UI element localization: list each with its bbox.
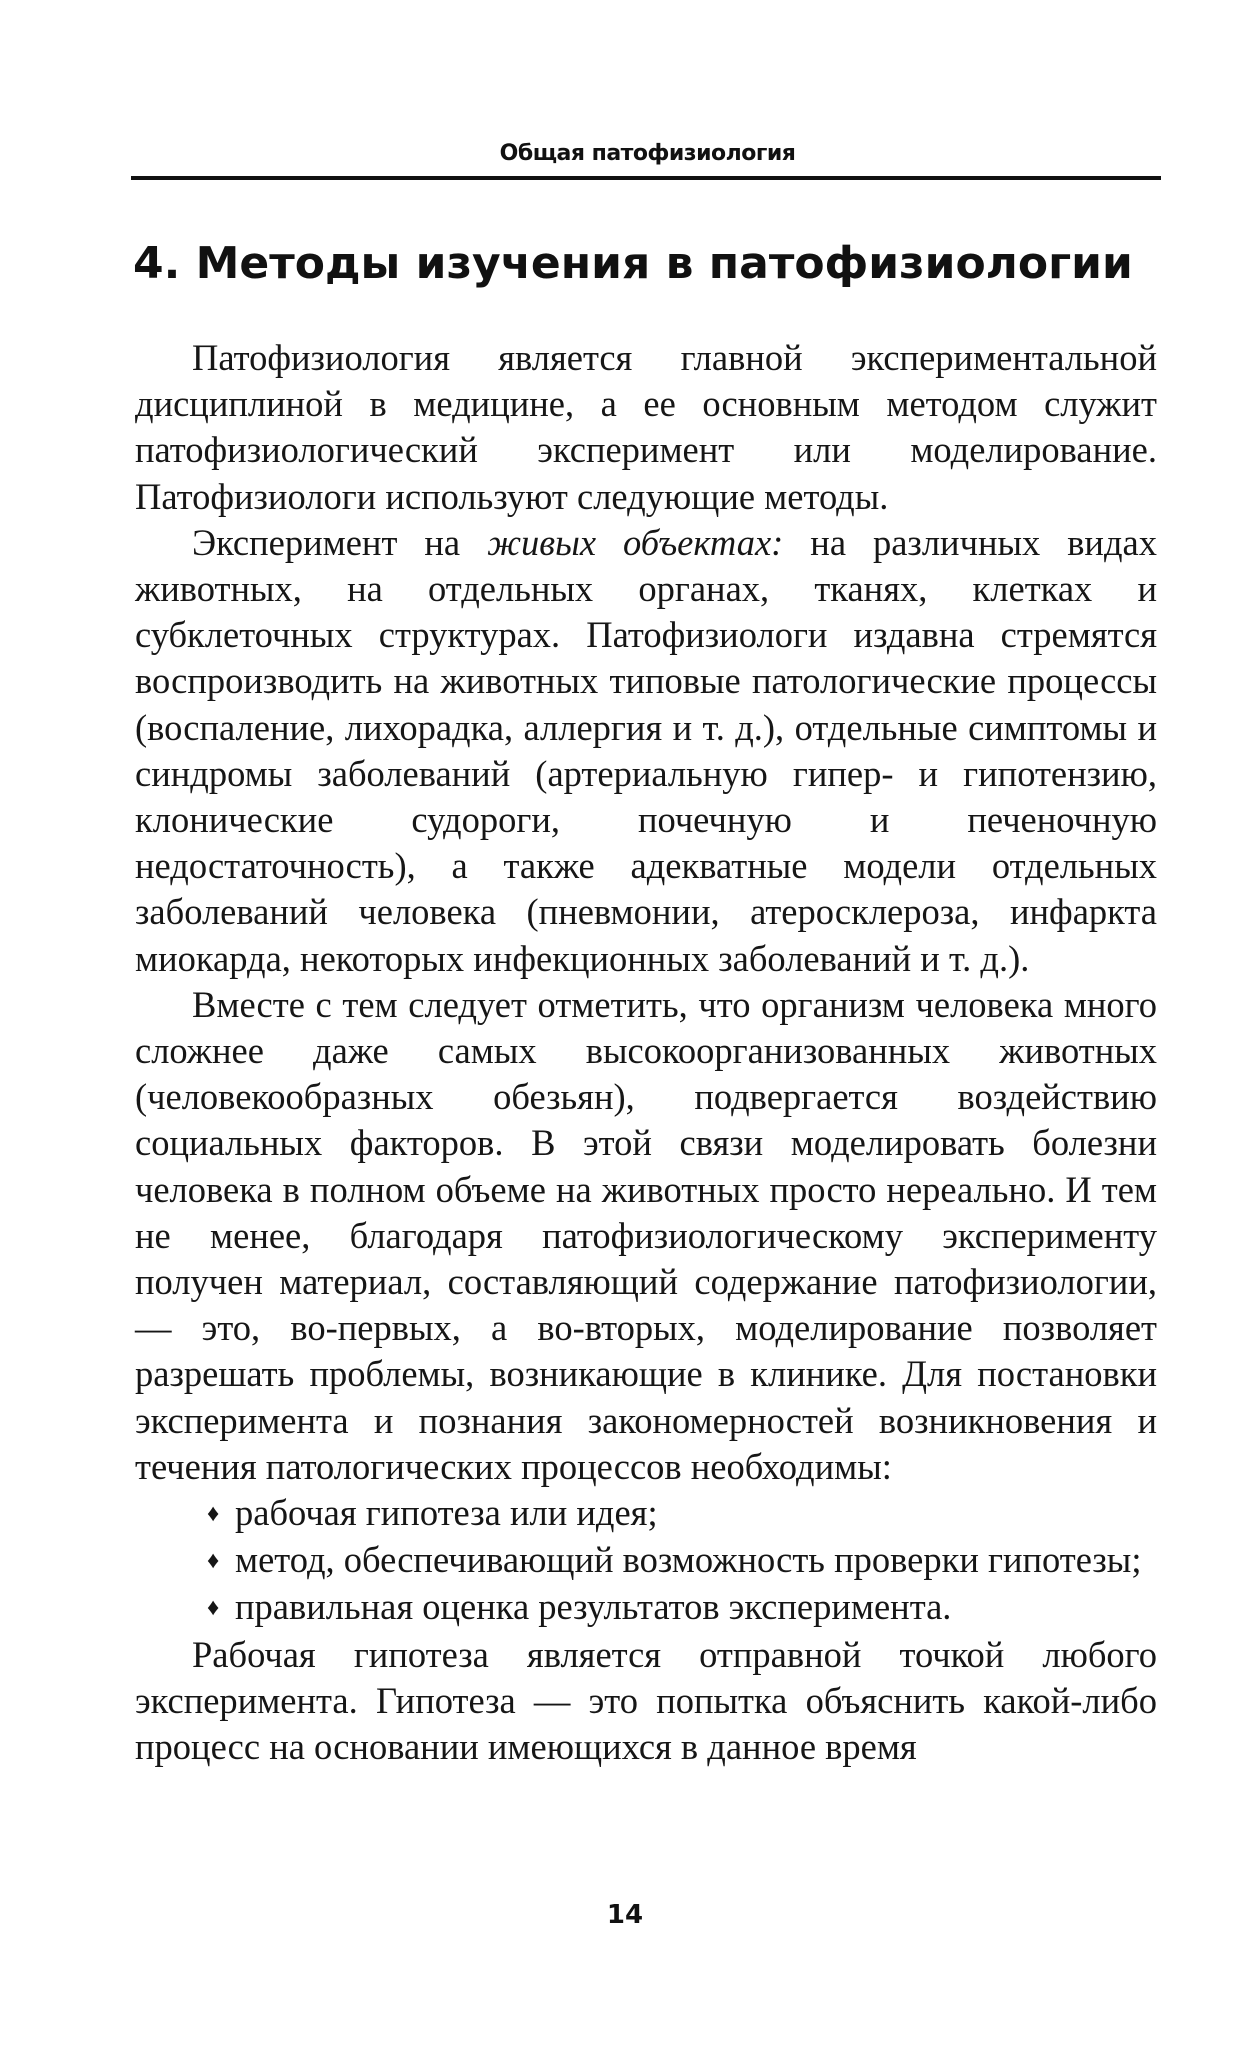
list-item-text: рабочая гипотеза или идея; <box>235 1492 658 1534</box>
list-item <box>135 1490 1157 1537</box>
requirements-list <box>135 1490 1157 1632</box>
bullet-diamond-icon: ♦ <box>207 1501 220 1528</box>
list-item <box>135 1537 1157 1584</box>
list-item <box>135 1584 1157 1631</box>
paragraph-2-start: Эксперимент на <box>192 521 488 563</box>
body-text <box>135 335 1157 1770</box>
list-item-text: правильная оценка результатов эксперимента. <box>235 1586 952 1628</box>
paragraph-2-rest: на различных видах животных, на отдельных органах, тканях, клетках и субклеточных структурах. Патофизиологи издавна стремятся воспроизводить на животных типовые патологические процессы (воспаление, лихорадка, аллергия и т. д.), отдельные симптомы и синдромы заболеваний (артериальную гипер- и гипотензию, клонические судороги, почечную и печеночную недостаточность), а также адекватные модели отдельных заболеваний человека (пневмонии, атеросклероза, инфаркта миокарда, некоторых инфекционных заболеваний и т. д.). <box>135 521 1157 979</box>
paragraph-4: Рабочая гипотеза является отправной точкой любого эксперимента. Гипотеза — это попытка объяснить какой-либо процесс на основании имеющихся в данное время <box>135 1633 1157 1768</box>
page-number: 14 <box>606 1900 644 1930</box>
running-head: Общая патофизиология <box>499 141 796 166</box>
paragraph-1: Патофизиология является главной экспериментальной дисциплиной в медицине, а ее основным методом служит патофизиологический эксперимент или моделирование. Патофизиологи используют следующие методы. <box>135 337 1157 517</box>
paragraph-3: Вместе с тем следует отметить, что организм человека много сложнее даже самых высокоорганизованных животных (человекообразных обезьян), подвергается воздействию социальных факторов. В этой связи моделировать болезни человека в полном объеме на животных просто нереально. И тем не менее, благодаря патофизиологическому эксперименту получен материал, составляющий содержание патофизиологии, — это, во-первых, а во-вторых, моделирование позволяет разрешать проблемы, возникающие в клинике. Для постановки эксперимента и познания закономерностей возникновения и течения патологических процессов необходимы: <box>135 983 1157 1487</box>
paragraph-2-emphasis: живых объектах: <box>487 521 784 563</box>
list-item-text: метод, обеспечивающий возможность проверки гипотезы; <box>235 1539 1142 1581</box>
bullet-diamond-icon: ♦ <box>207 1595 220 1622</box>
bullet-diamond-icon: ♦ <box>207 1548 220 1575</box>
chapter-title: 4. Методы изучения в патофизиологии <box>133 238 1133 289</box>
paragraph-2 <box>135 520 1157 982</box>
header-rule <box>131 176 1161 180</box>
